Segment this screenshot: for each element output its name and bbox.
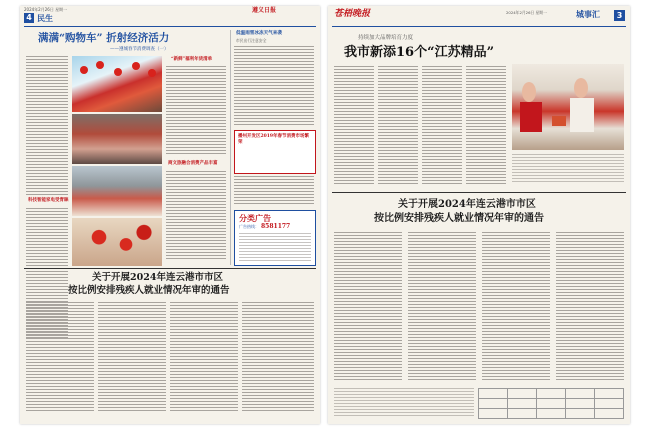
- left-side-box-text: [234, 176, 314, 206]
- left-side-article-text: [234, 46, 314, 126]
- left-newspaper-page: [20, 6, 320, 424]
- right-notice-col-3: [482, 232, 550, 382]
- left-main-headline: 满满“购物车” 折射经济活力: [38, 32, 170, 44]
- left-notice-col-3: [170, 302, 238, 412]
- left-notice-title-2: 按比例安排残疾人就业情况年审的通告: [68, 285, 230, 296]
- right-notice-title-2: 按比例安排残疾人就业情况年审的通告: [374, 213, 544, 224]
- right-notice-title-1: 关于开展2024年连云港市市区: [398, 199, 536, 210]
- right-page-number: 3: [614, 10, 625, 21]
- left-side-box: [234, 130, 316, 174]
- left-page-number: 4: [24, 13, 34, 23]
- left-date: 2024年2月26日 星期一: [24, 7, 68, 12]
- left-subheading-3: 科技智能家电受青睐: [28, 198, 69, 203]
- left-notice-title-1: 关于开展2024年连云港市市区: [92, 272, 223, 283]
- left-ad-phone-label: 广告热线：: [239, 224, 259, 229]
- right-notice-col-4: [556, 232, 624, 382]
- right-photo-products: [512, 64, 624, 150]
- right-notice-table: [478, 388, 624, 419]
- left-notice-col-2: [98, 302, 166, 412]
- right-article-text-col-1: [334, 66, 374, 186]
- left-ad-title: 分类广告: [239, 213, 271, 223]
- right-main-headline: 我市新添16个“江苏精品”: [344, 45, 495, 60]
- right-kicker: 持续加大品牌培育力度: [358, 35, 414, 41]
- right-article-text-col-3: [422, 66, 462, 186]
- left-article-text-col-4: [166, 171, 226, 261]
- left-photo-lanterns: [72, 56, 162, 112]
- left-ad-phone: 8581177: [261, 223, 291, 230]
- left-side-box-title: 播州开发区2019年春节消费市场繁荣: [238, 134, 310, 146]
- right-notice-rule: [332, 192, 626, 193]
- left-column-divider: [230, 30, 231, 265]
- right-date: 2024年2月26日 星期一: [506, 10, 547, 15]
- left-subheading-2: 商文旅融合消费产品丰富: [168, 161, 218, 166]
- left-article-text-col-3: [166, 66, 226, 156]
- left-classified-ad: [234, 210, 316, 266]
- left-notice-col-1: [26, 302, 94, 412]
- left-photo-shoppers: [72, 114, 162, 164]
- right-section-name: 城事汇: [576, 9, 600, 19]
- right-notice-col-1: [334, 232, 402, 382]
- right-newspaper-page: [328, 6, 630, 424]
- left-article-text-col-1: [26, 56, 68, 196]
- right-photo-caption: [512, 154, 624, 184]
- right-notice-footer-text: [334, 388, 474, 418]
- left-notice-rule: [24, 268, 316, 269]
- left-side-title-1-sub: 市民出行注意安全: [236, 38, 267, 43]
- left-paper-name: 遵义日报: [252, 7, 277, 14]
- left-photo-mall: [72, 166, 162, 216]
- left-side-title-1: 低温雨雪冰冻天气来袭: [236, 31, 282, 36]
- left-subheading-1: “新鲜”福利年货清单: [171, 57, 213, 62]
- right-article-text-col-4: [466, 66, 506, 186]
- left-section-name: 民生: [37, 13, 53, 23]
- left-notice-col-4: [242, 302, 314, 412]
- left-main-subtitle: ——遵城春节消费调查（一）: [110, 47, 169, 52]
- right-header-rule: [332, 26, 626, 27]
- left-photo-fruits: [72, 218, 162, 266]
- right-notice-col-2: [408, 232, 476, 382]
- right-paper-name: 苍梧晚报: [334, 9, 371, 19]
- right-article-text-col-2: [378, 66, 418, 186]
- left-header-rule: [24, 26, 316, 27]
- left-ad-text: [239, 233, 311, 261]
